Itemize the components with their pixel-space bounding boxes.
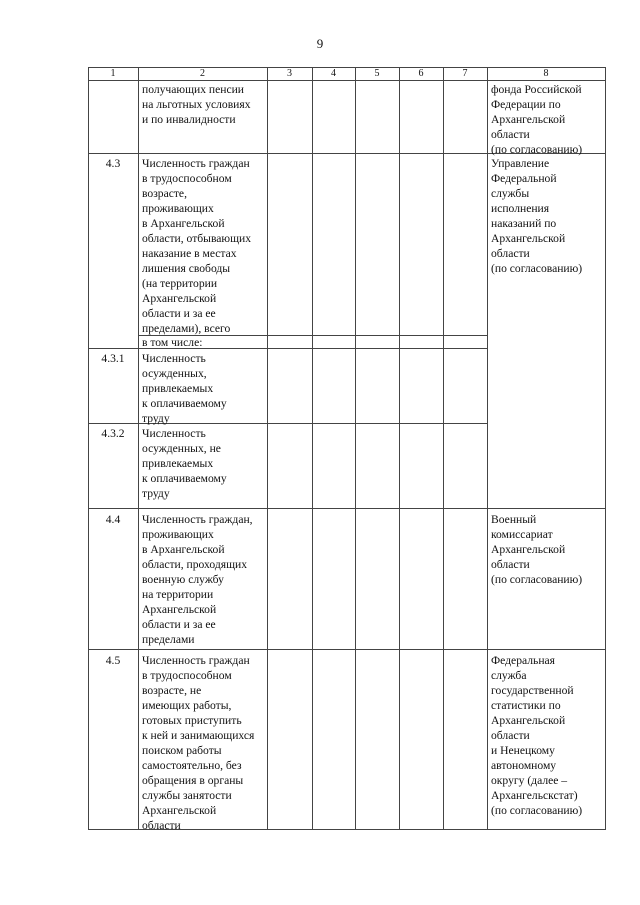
row-divider [88,508,606,509]
column-header: 6 [418,68,424,79]
table-border-left [88,67,89,830]
table-cell-number: 4.5 [105,654,121,667]
column-header: 5 [374,68,380,79]
table-cell-indicator: Численность осужденных, не привлекаемых к оплачиваемому труду [142,427,227,500]
table-cell-indicator: в том числе: [142,336,203,349]
table-cell-indicator: Численность граждан в трудоспособном возрасте, не имеющих работы, готовых приступить к ней и занимающихся поиском работы самостоятельно, без обращения в органы службы занятости Архангельской области [142,654,255,832]
header-divider [88,80,606,81]
table-cell-number: 4.3 [105,157,121,170]
table-cell-indicator: получающих пенсии на льготных условиях и по инвалидности [142,83,251,126]
table-cell-responsible: Федеральная служба государственной статистики по Архангельской области и Ненецкому автономному округу (далее – Архангельскстат) (по согласованию) [491,654,583,817]
column-divider [487,67,488,830]
table-cell-indicator: Численность граждан, проживающих в Архангельской области, проходящих военную службу на территории Архангельской области и за ее пределами [142,513,253,646]
column-divider [312,67,313,830]
table-cell-responsible: фонда Российской Федерации по Архангельской области (по согласованию) [491,83,583,156]
table-cell-responsible: Военный комиссариат Архангельской области (по согласованию) [491,513,583,586]
column-divider [267,67,268,830]
column-header: 8 [543,68,549,79]
column-divider [355,67,356,830]
table-border-right [605,67,606,830]
table-cell-responsible: Управление Федеральной службы исполнения наказаний по Архангельской области (по согласованию) [491,157,583,275]
column-header: 1 [110,68,116,79]
table-cell-number: 4.3.2 [101,427,125,440]
table-cell-number: 4.3.1 [101,352,125,365]
table-cell-number: 4.4 [105,513,121,526]
column-header: 7 [462,68,468,79]
table-cell-indicator: Численность граждан в трудоспособном возрасте, проживающих в Архангельской области, отбывающих наказание в местах лишения свободы (на территории Архангельской области и за ее пределами), всего [142,157,252,335]
page-number: 9 [316,36,324,51]
column-divider [399,67,400,830]
column-header: 4 [331,68,336,79]
column-divider [138,67,139,830]
column-header: 3 [287,68,292,79]
column-header: 2 [200,68,205,79]
row-divider [88,649,606,650]
data-table [88,67,606,830]
table-cell-indicator: Численность осужденных, привлекаемых к оплачиваемому труду [142,352,227,425]
column-divider [443,67,444,830]
